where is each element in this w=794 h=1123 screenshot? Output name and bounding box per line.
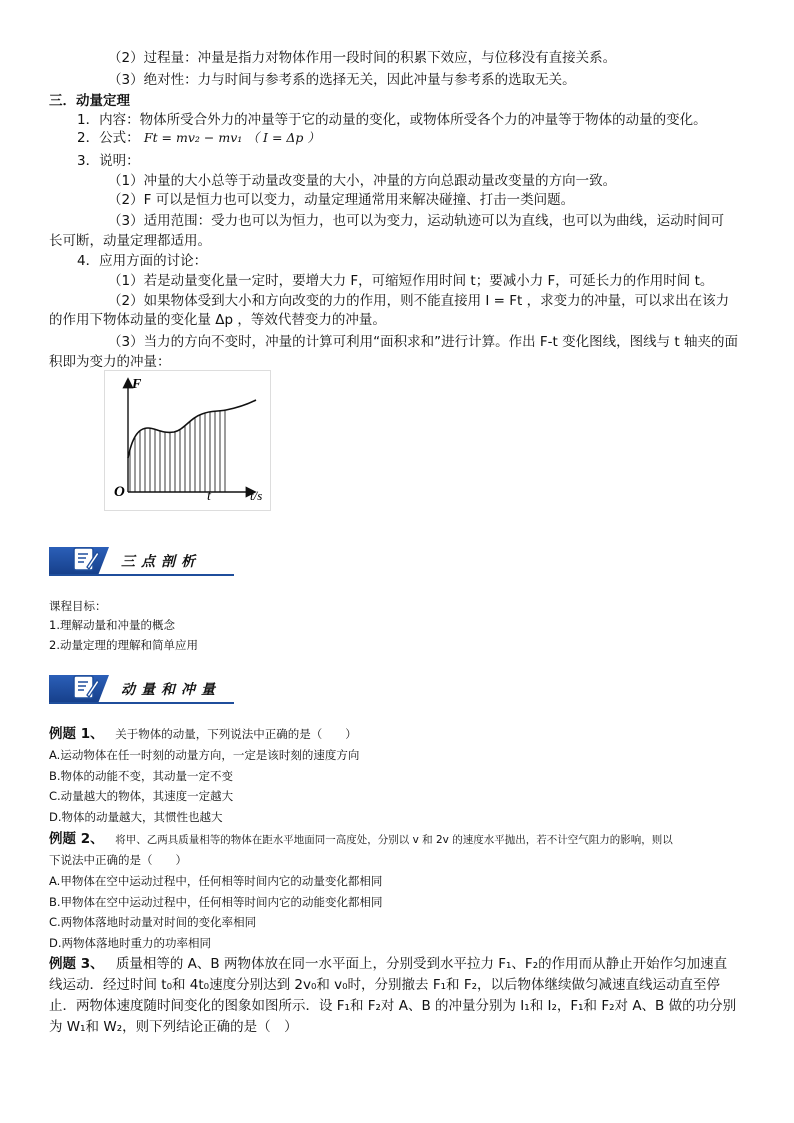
text-line: （1）若是动量变化量一定时，要增大力 F，可缩短作用时间 t；要减小力 F，可延长力的作用时间 t。 xyxy=(108,273,714,289)
example-3-stem xyxy=(49,955,727,973)
text-line: （3）当力的方向不变时，冲量的计算可利用“面积求和”进行计算。作出 F-t 变化图线，图线与 t 轴夹的面 xyxy=(108,334,738,350)
text-line: 长可断，动量定理都适用。 xyxy=(49,233,211,249)
goal-item: 1.理解动量和冲量的概念 xyxy=(49,618,175,632)
example-question-cont: 止．两物体速度随时间变化的图象如图所示．设 F₁和 F₂对 A、B 的冲量分别为 I₁和 I₂，F₁和 F₂对 A、B 做的功分别 xyxy=(49,998,737,1014)
text-line: 3．说明： xyxy=(77,153,140,169)
t-mark-label: t xyxy=(207,489,211,504)
banner-underline xyxy=(49,574,234,576)
text-line: 4．应用方面的讨论： xyxy=(77,253,208,269)
banner-underline xyxy=(49,702,234,704)
option-c: C.动量越大的物体，其速度一定越大 xyxy=(49,789,234,803)
notepad-icon xyxy=(71,543,101,573)
impulse-area xyxy=(128,410,226,492)
example-question: 将甲、乙两具质量相等的物体在距水平地面同一高度处，分别以 v 和 2v 的速度水平抛出，若不计空气阻力的影响，则以 xyxy=(115,834,673,846)
formula: Ft = mv₂ − mv₁ xyxy=(143,130,243,145)
example-1-stem xyxy=(49,725,357,743)
example-question-cont: 线运动．经过时间 t₀和 4t₀速度分别达到 2v₀和 v₀时，分别撤去 F₁和 F₂，以后物体继续做匀减速直线运动直至停 xyxy=(49,977,720,993)
section-banner-analysis xyxy=(49,543,234,579)
example-label: 例题 2、 xyxy=(49,831,104,847)
origin-label: O xyxy=(114,484,125,500)
text-line: （2）F 可以是恒力也可以变力，动量定理通常用来解决碰撞、打击一类问题。 xyxy=(108,192,575,208)
text-line: （2）如果物体受到大小和方向改变的力的作用，则不能直接用 I = Ft ，求变力的冲量，可以求出在该力 xyxy=(108,293,730,309)
example-2-stem xyxy=(49,830,673,849)
formula-paren: （ I = Δp ） xyxy=(246,130,320,145)
text-line: （1）冲量的大小总等于动量改变量的大小，冲量的方向总跟动量改变量的方向一致。 xyxy=(108,173,617,189)
x-axis-label: t/s xyxy=(250,488,263,503)
example-question: 质量相等的 A、B 两物体放在同一水平面上，分别受到水平拉力 F₁、F₂的作用而从静止开始作匀加速直 xyxy=(115,956,728,972)
text-line: （3）绝对性：力与时间与参考系的选择无关，因此冲量与参考系的选取无关。 xyxy=(108,72,576,88)
option-a: A.运动物体在任一时刻的动量方向，一定是该时刻的速度方向 xyxy=(49,748,360,762)
text-line: 1．内容：物体所受合外力的冲量等于它的动量的变化，或物体所受各个力的冲量等于物体的动量的变化。 xyxy=(77,112,707,128)
example-question-cont: 下说法中正确的是（ ） xyxy=(49,853,187,867)
banner-title: 动量和冲量 xyxy=(121,682,221,698)
option-b: B.物体的动能不变，其动量一定不变 xyxy=(49,769,234,783)
goals-title: 课程目标： xyxy=(49,599,107,613)
option-d: D.两物体落地时重力的功率相同 xyxy=(49,936,212,950)
example-label: 例题 1、 xyxy=(49,726,104,742)
option-d: D.物体的动量越大，其惯性也越大 xyxy=(49,810,223,824)
y-axis-label: F xyxy=(132,377,142,392)
text-line: 积即为变力的冲量： xyxy=(49,354,171,370)
banner-title: 三点剖析 xyxy=(121,554,201,570)
text-line: （3）适用范围：受力也可以为恒力，也可以为变力，运动轨迹可以为直线，也可以为曲线，运动时间可 xyxy=(108,213,725,229)
section-heading: 三．动量定理 xyxy=(49,93,130,109)
formula-line xyxy=(77,129,320,147)
section-banner-momentum xyxy=(49,671,234,707)
goal-item: 2.动量定理的理解和简单应用 xyxy=(49,638,198,652)
option-a: A.甲物体在空中运动过程中，任何相等时间内它的动量变化都相同 xyxy=(49,874,383,888)
notepad-icon xyxy=(71,671,101,701)
example-question: 关于物体的动量，下列说法中正确的是（ ） xyxy=(115,727,357,741)
text-line: 的作用下物体动量的变化量 Δp ，等效代替变力的冲量。 xyxy=(49,312,386,328)
option-c: C.两物体落地时动量对时间的变化率相同 xyxy=(49,915,257,929)
force-time-graph xyxy=(104,370,272,512)
formula-label: 2．公式： xyxy=(77,130,140,146)
text-line: （2）过程量：冲量是指力对物体作用一段时间的积累下效应，与位移没有直接关系。 xyxy=(108,50,617,66)
example-label: 例题 3、 xyxy=(49,956,104,972)
option-b: B.甲物体在空中运动过程中，任何相等时间内它的动能变化都相同 xyxy=(49,895,383,909)
example-question-cont: 为 W₁和 W₂，则下列结论正确的是（ ） xyxy=(49,1019,298,1035)
